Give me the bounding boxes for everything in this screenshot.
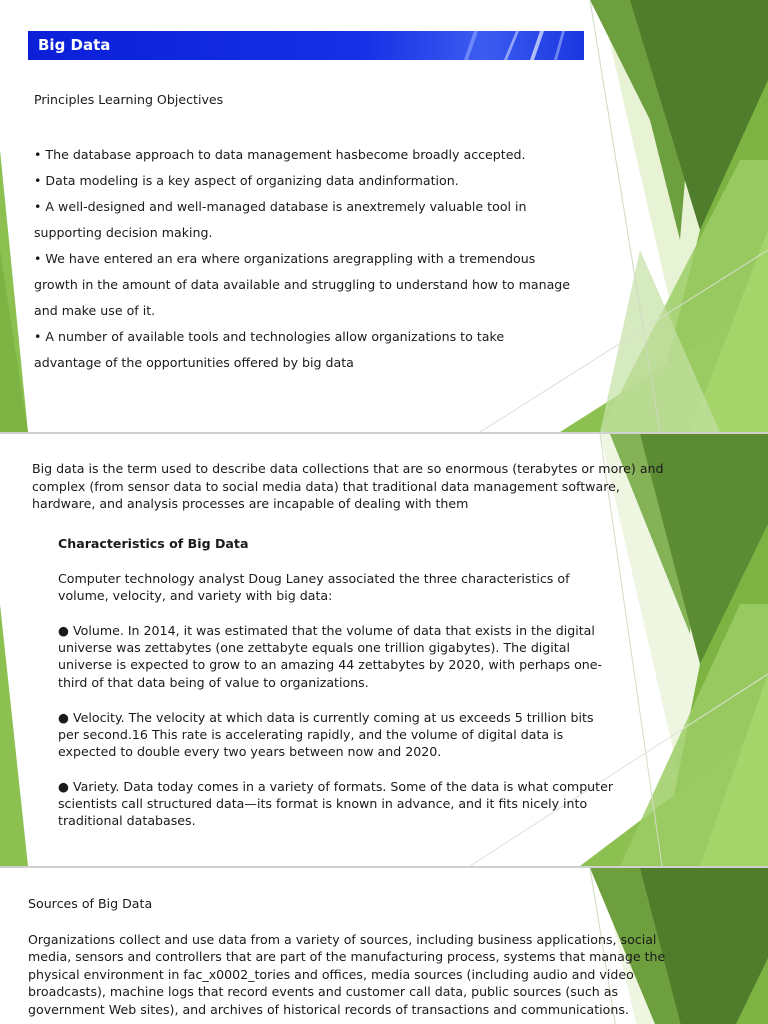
velocity-paragraph: ● Velocity. The velocity at which data is currently coming at us exceeds 5 trillion bits per second.16 This rate is accelerating rapidly, and the volume of digital data is expected to double every two years between now and 2020. bbox=[58, 710, 594, 760]
objectives-heading: Principles Learning Objectives bbox=[34, 92, 224, 107]
banner-title: Big Data bbox=[38, 36, 111, 54]
title-banner bbox=[28, 31, 584, 60]
objectives-list bbox=[34, 142, 574, 376]
list-item: • A well-designed and well-managed database is anextremely valuable tool in supporting decision making. bbox=[34, 199, 527, 240]
list-item: • We have entered an era where organizations aregrappling with a tremendous growth in the amount of data available and struggling to understand how to manage and make use of it. bbox=[34, 251, 571, 318]
list-item: • A number of available tools and technologies allow organizations to take advantage of the opportunities offered by big data bbox=[34, 329, 505, 370]
list-item: • The database approach to data management hasbecome broadly accepted. bbox=[34, 147, 526, 162]
sources-heading: Sources of Big Data bbox=[28, 896, 153, 911]
volume-paragraph: ● Volume. In 2014, it was estimated that the volume of data that exists in the digital universe was zettabytes (one zettabyte equals one trillion gigabytes). The digital universe is expected to grow to an amazing 44 zettabytes by 2020, with perhaps one-third of that data being of value to organizations. bbox=[58, 623, 603, 690]
variety-paragraph: ● Variety. Data today comes in a variety of formats. Some of the data is what computer scientists call structured data—its format is known in advance, and it fits nicely into traditional databases. bbox=[58, 779, 614, 829]
slide-3 bbox=[0, 868, 768, 1024]
big-data-definition: Big data is the term used to describe data collections that are so enormous (terabytes or more) and complex (from sensor data to social media data) that traditional data management software, hardware, and analysis processes are incapable of dealing with them bbox=[32, 461, 664, 511]
list-item: • Data modeling is a key aspect of organizing data andinformation. bbox=[34, 173, 459, 188]
characteristics-heading: Characteristics of Big Data bbox=[58, 536, 249, 551]
slide-2 bbox=[0, 434, 768, 866]
laney-paragraph: Computer technology analyst Doug Laney associated the three characteristics of volume, velocity, and variety with big data: bbox=[58, 571, 570, 604]
slide-1 bbox=[0, 0, 768, 432]
sources-paragraph: Organizations collect and use data from a variety of sources, including business applications, social media, sensors and controllers that are part of the manufacturing process, systems that manage the physical environment in fac_x0002_tories and offices, media sources (including audio and video broadcasts), machine logs that record events and customer call data, public sources (such as government Web sites), and archives of historical records of transactions and communications. bbox=[28, 932, 666, 1017]
banner-streaks bbox=[444, 31, 584, 60]
